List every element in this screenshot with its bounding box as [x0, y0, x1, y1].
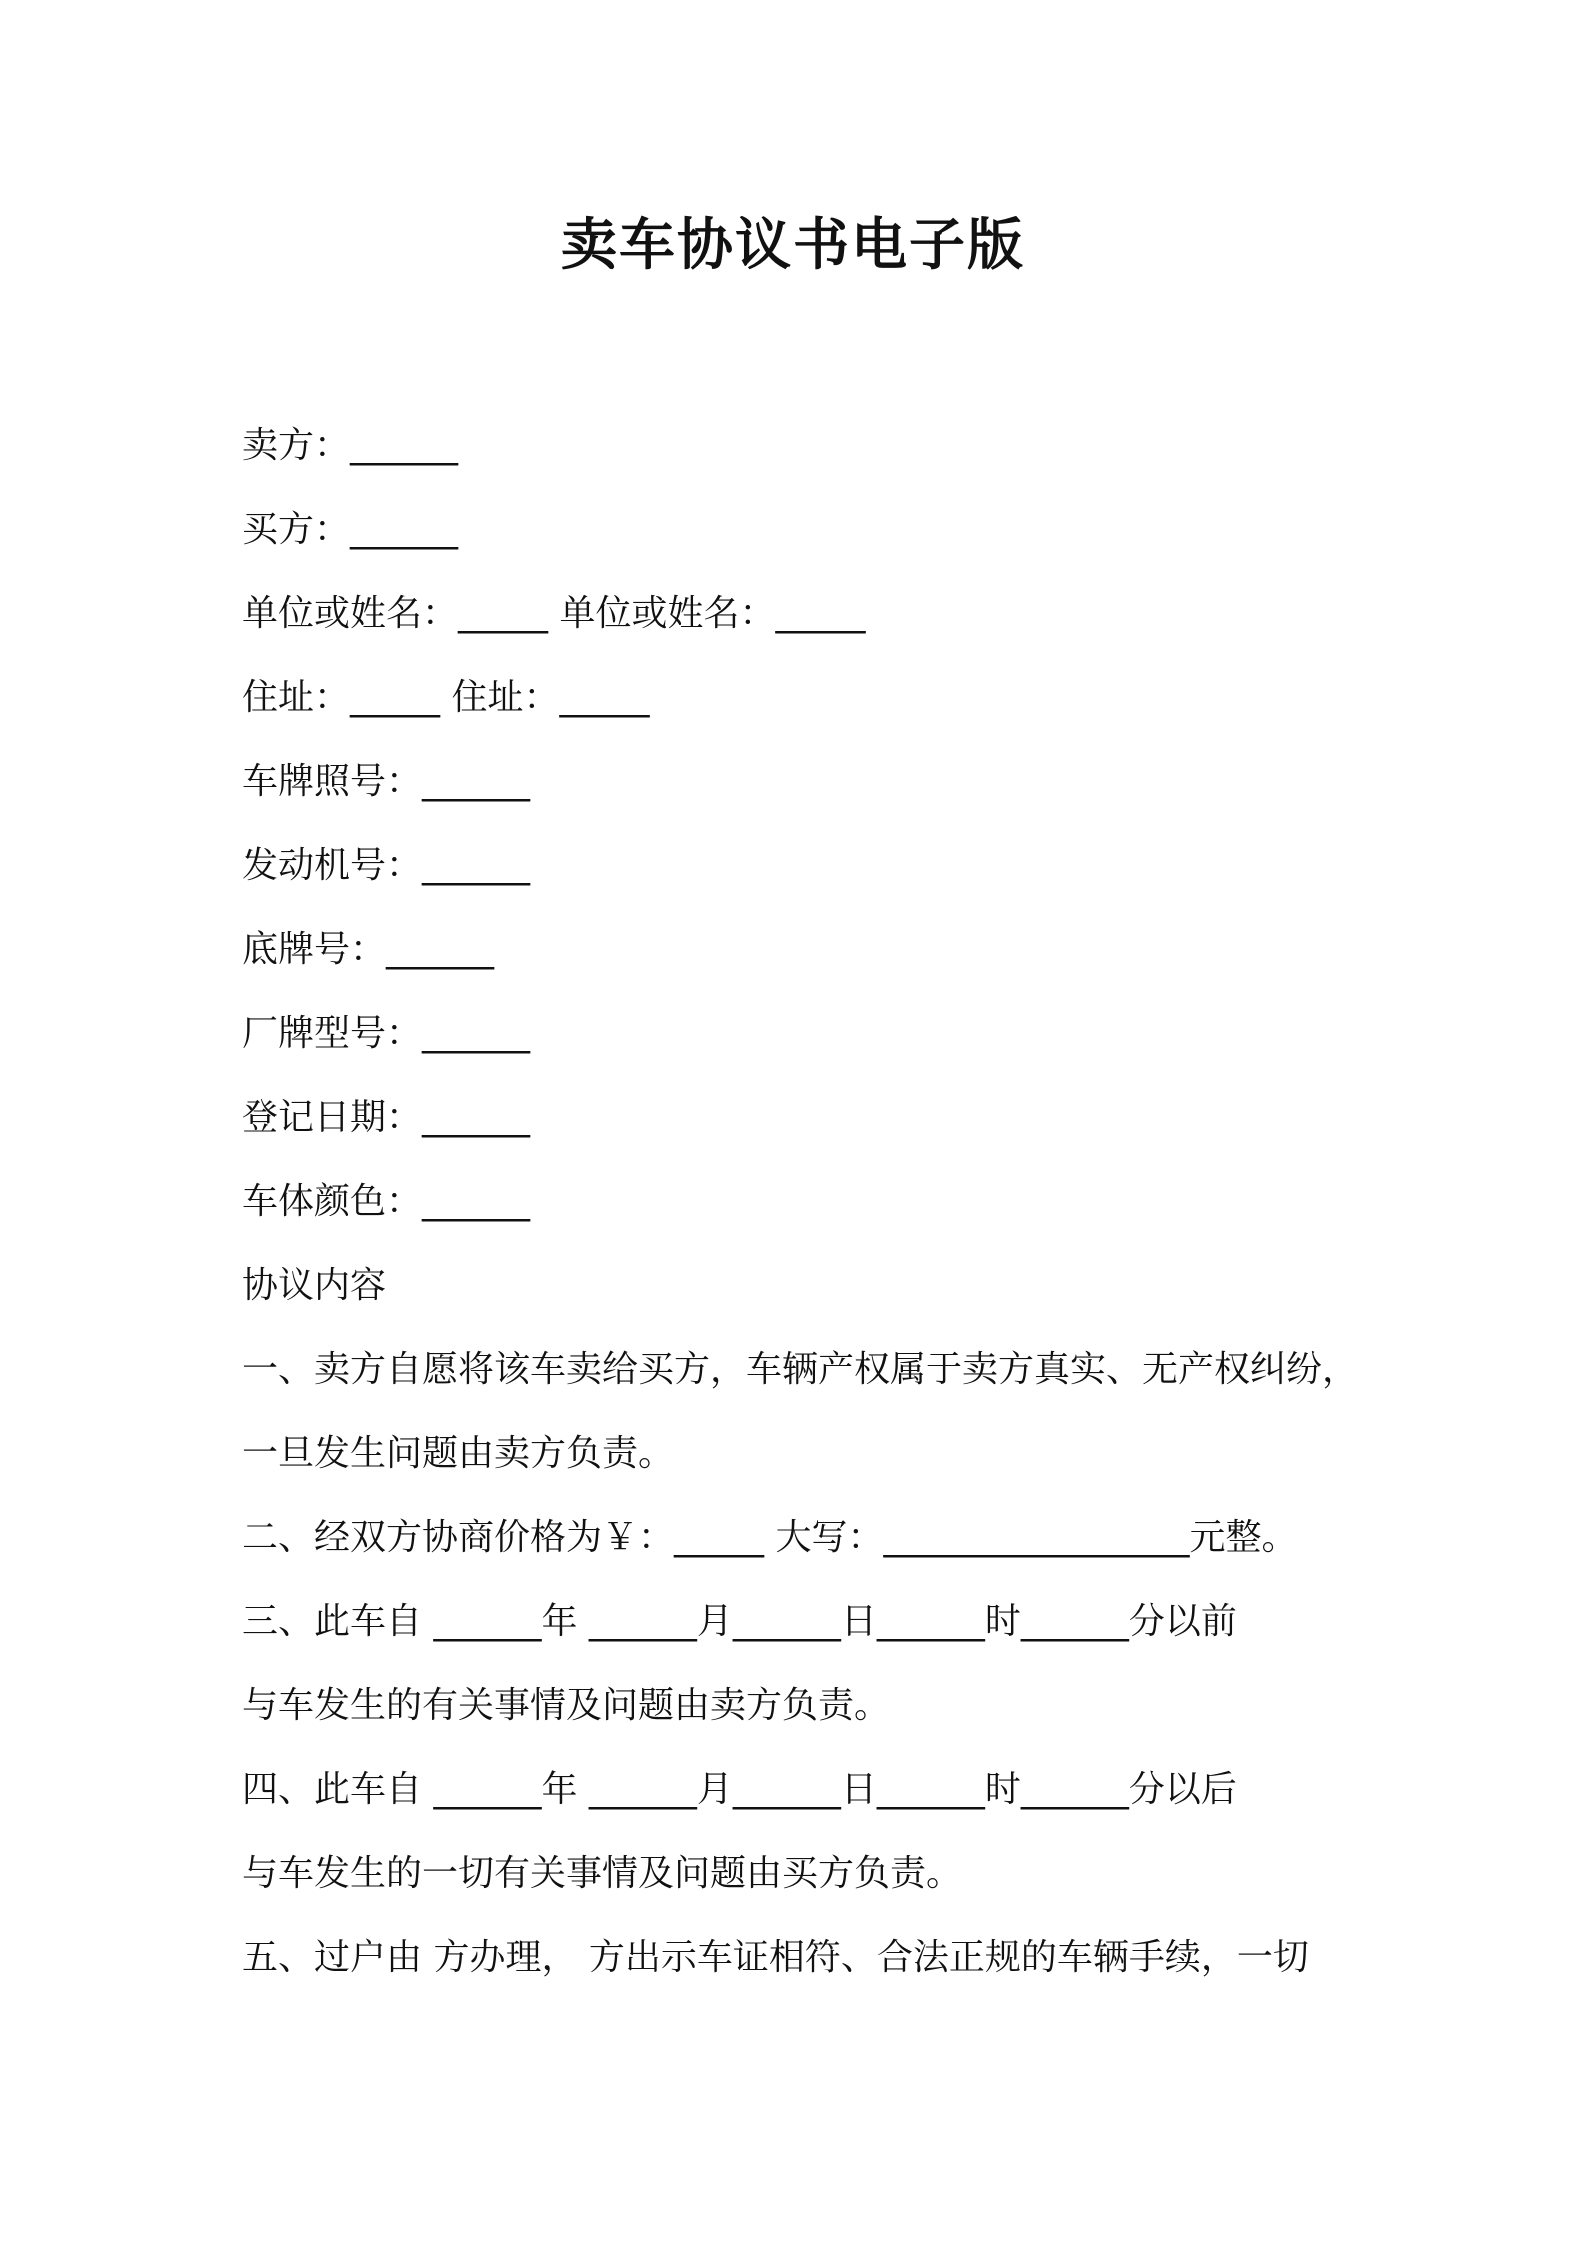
- clause-4-line-1: 四、此车自 ______年 ______月______日______时______分以后: [242, 1769, 1237, 1810]
- body-color-line: 车体颜色：______: [242, 1181, 531, 1222]
- chassis-number-line: 底牌号：______: [242, 929, 495, 970]
- seller-line: 卖方：______: [242, 425, 459, 466]
- clause-2-line: 二、经双方协商价格为￥：_____ 大写：_________________元整。: [242, 1517, 1298, 1558]
- brand-model-line: 厂牌型号：______: [242, 1013, 531, 1054]
- clause-1-line-1: 一、卖方自愿将该车卖给买方，车辆产权属于卖方真实、无产权纠纷，: [242, 1349, 1359, 1390]
- clause-5-line-1: 五、过户由 方办理， 方出示车证相符、合法正规的车辆手续，一切: [242, 1937, 1309, 1978]
- engine-number-line: 发动机号：______: [242, 845, 531, 886]
- clause-1-line-2: 一旦发生问题由卖方负责。: [242, 1433, 675, 1474]
- clause-3-line-2: 与车发生的有关事情及问题由卖方负责。: [242, 1685, 891, 1726]
- clause-4-line-2: 与车发生的一切有关事情及问题由买方负责。: [242, 1853, 963, 1894]
- unit-or-name-line: 单位或姓名：_____ 单位或姓名：_____: [242, 593, 866, 634]
- agreement-content-heading: 协议内容: [242, 1265, 387, 1306]
- clause-3-line-1: 三、此车自 ______年 ______月______日______时______分以前: [242, 1601, 1237, 1642]
- document-title: 卖车协议书电子版: [561, 213, 1025, 278]
- license-plate-line: 车牌照号：______: [242, 761, 531, 802]
- registration-date-line: 登记日期：______: [242, 1097, 531, 1138]
- buyer-line: 买方：______: [242, 509, 459, 550]
- address-line: 住址：_____ 住址：_____: [242, 677, 650, 718]
- document-body: [242, 404, 1362, 2000]
